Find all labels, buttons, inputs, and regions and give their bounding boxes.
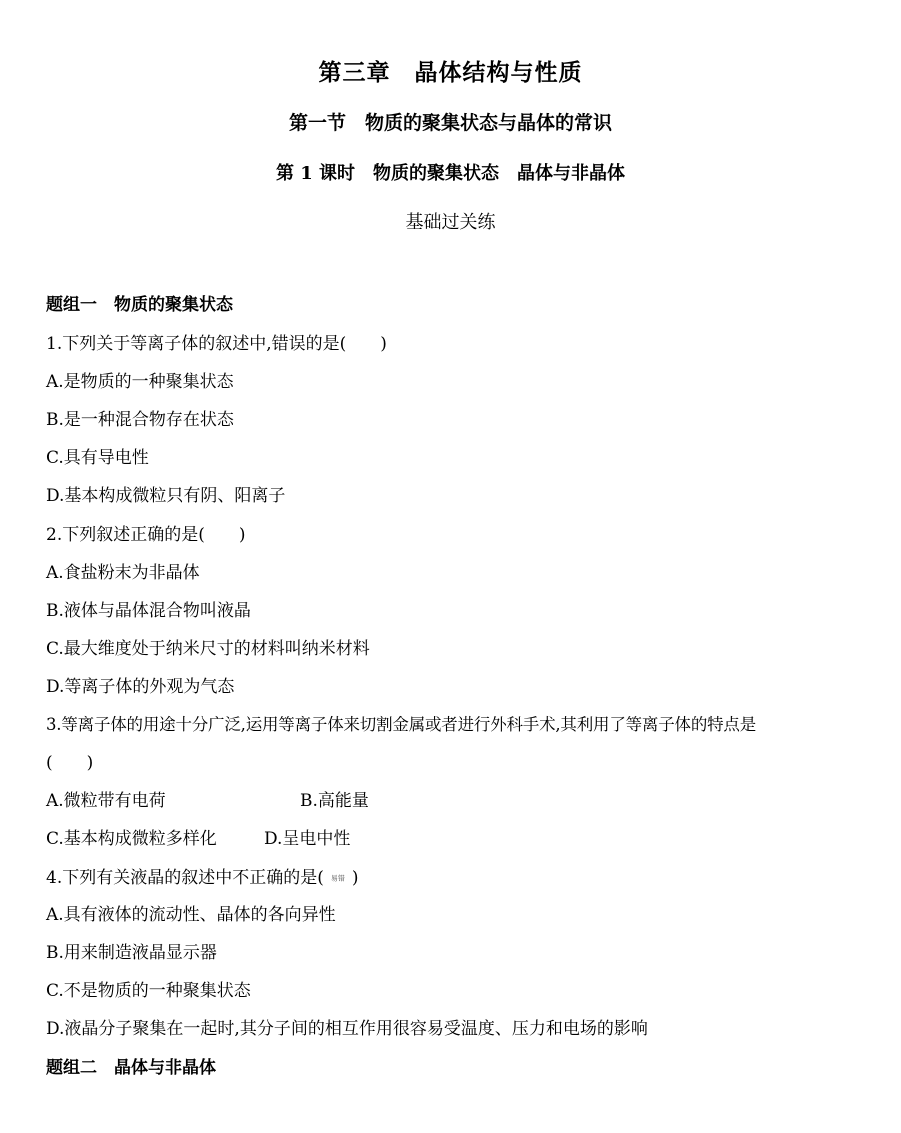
q1-close-paren: ) (380, 334, 387, 354)
q4-stem-text: 4.下列有关液晶的叙述中不正确的是( (46, 868, 324, 888)
q3-option-b: B.高能量 (300, 791, 369, 811)
q4-option-b: B.用来制造液晶显示器 (46, 943, 217, 963)
q2-stem-text: 2.下列叙述正确的是( (46, 525, 205, 545)
q3-stem: 3.等离子体的用途十分广泛,运用等离子体来切割金属或者进行外科手术,其利用了等离子体的特点是 (46, 715, 757, 734)
group2-title: 题组二 晶体与非晶体 (46, 1058, 216, 1078)
q4-stem (46, 867, 359, 890)
q2-option-b: B.液体与晶体混合物叫液晶 (46, 601, 251, 621)
q3-option-d: D.呈电中性 (264, 829, 351, 849)
q3-paren-line (46, 752, 93, 774)
q1-option-d: D.基本构成微粒只有阴、阳离子 (46, 486, 286, 506)
q4-option-c: C.不是物质的一种聚集状态 (46, 981, 251, 1001)
q2-option-c: C.最大维度处于纳米尺寸的材料叫纳米材料 (46, 639, 370, 659)
q1-option-c: C.具有导电性 (46, 448, 149, 468)
error-prone-mark: 易错 (330, 874, 345, 883)
q2-option-a: A.食盐粉末为非晶体 (46, 563, 200, 583)
q3-close-paren: ) (86, 753, 94, 773)
q3-option-c: C.基本构成微粒多样化 (46, 829, 217, 849)
q2-option-d: D.等离子体的外观为气态 (46, 677, 235, 697)
q1-stem (46, 333, 387, 355)
q3-option-a: A.微粒带有电荷 (46, 791, 166, 811)
q1-option-a: A.是物质的一种聚集状态 (46, 372, 234, 392)
q4-answer-blank (324, 867, 352, 890)
q3-open-paren: ( (46, 753, 53, 773)
q1-stem-text: 1.下列关于等离子体的叙述中,错误的是( (46, 334, 347, 354)
practice-title: 基础过关练 (405, 212, 496, 233)
q4-close-paren: ) (351, 868, 359, 888)
chapter-title: 第三章 晶体结构与性质 (318, 59, 583, 86)
group1-title: 题组一 物质的聚集状态 (46, 295, 233, 315)
q4-option-a: A.具有液体的流动性、晶体的各向异性 (46, 905, 336, 925)
q1-option-b: B.是一种混合物存在状态 (46, 410, 234, 430)
section-title: 第一节 物质的聚集状态与晶体的常识 (288, 112, 612, 134)
q4-option-d: D.液晶分子聚集在一起时,其分子间的相互作用很容易受温度、压力和电场的影响 (46, 1019, 648, 1039)
q2-close-paren: ) (238, 525, 246, 545)
lesson-title: 第 1 课时 物质的聚集状态 晶体与非晶体 (275, 163, 626, 184)
q2-stem (46, 524, 246, 546)
